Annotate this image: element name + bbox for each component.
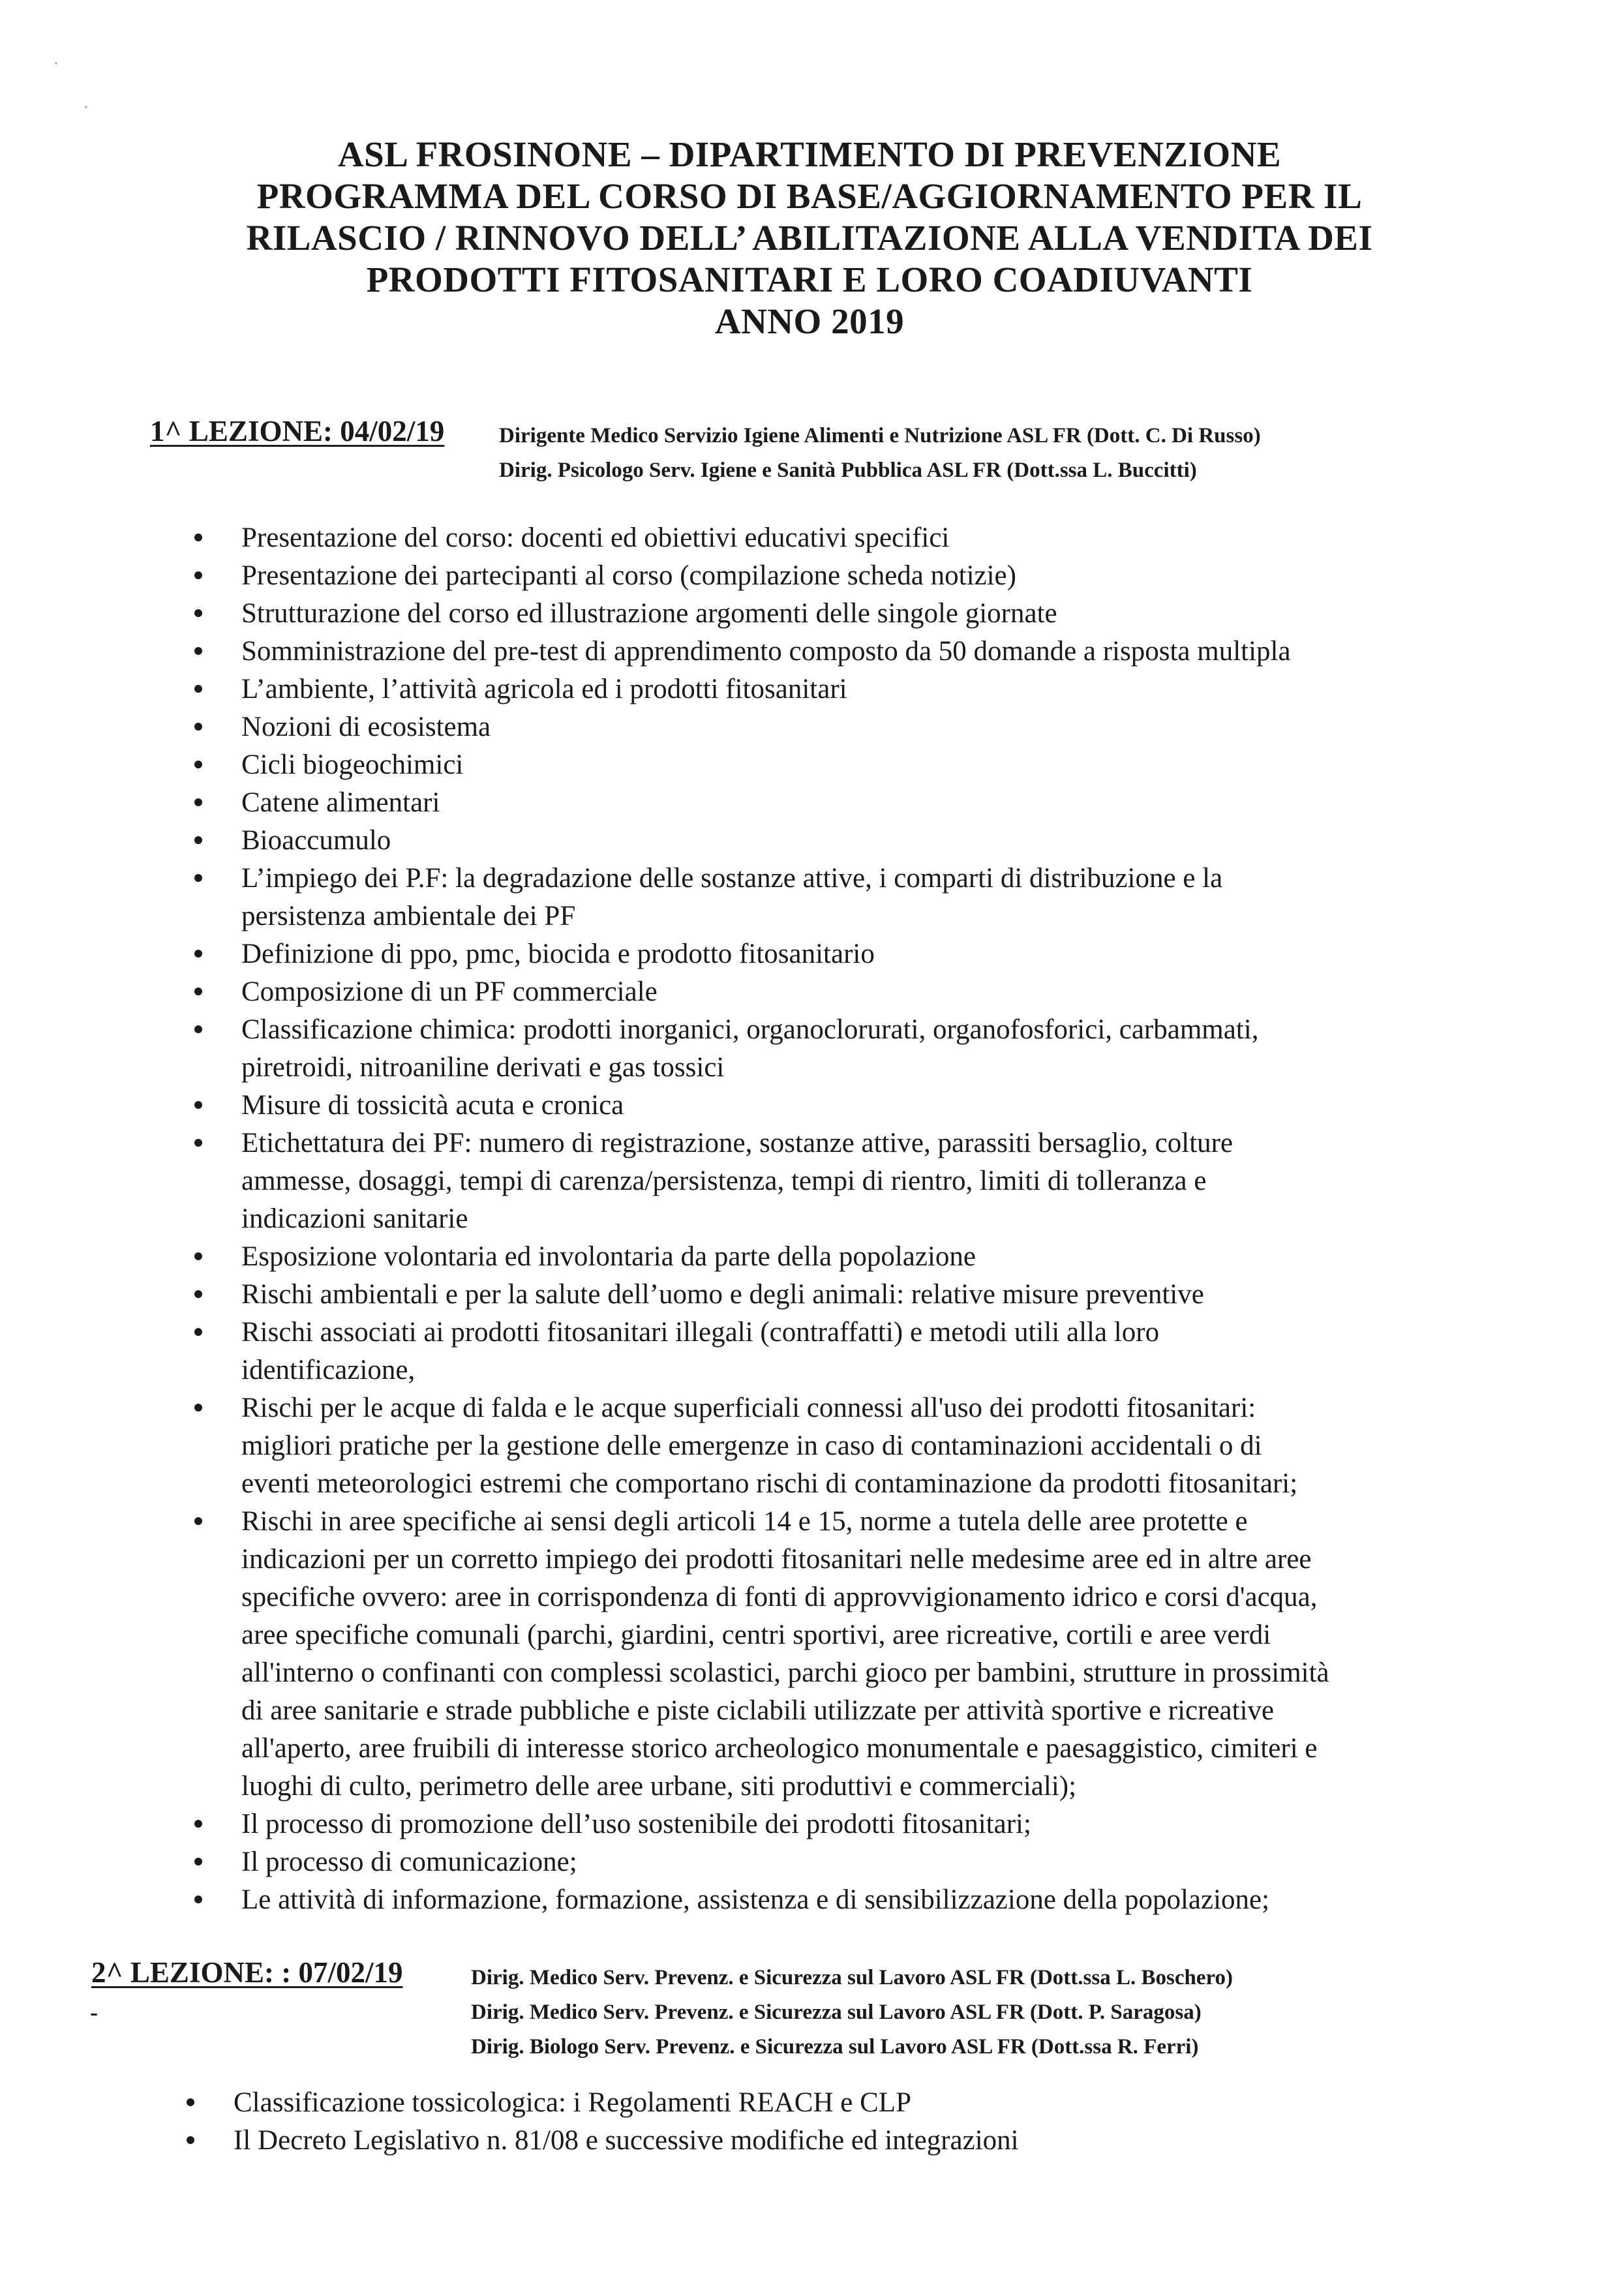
bullet-icon [194,1820,202,1828]
list-item: Rischi associati ai prodotti fitosanitari illegali (contraffatti) e metodi utili alla loro identificazione, [241,1314,1481,1389]
lesson-title: 2^ LEZIONE: : 07/02/19 [91,1956,403,1989]
list-item: Definizione di ppo, pmc, biocida e prodotto fitosanitario [241,935,1481,973]
bullet-icon [194,836,202,844]
list-item: Presentazione del corso: docenti ed obiettivi educativi specifici [241,519,1481,557]
bullet-icon [194,1101,202,1109]
bullet-icon [194,1517,202,1525]
list-item: L’ambiente, l’attività agricola ed i prodotti fitosanitari [241,671,1481,708]
bullet-icon [194,1858,202,1865]
bullet-icon [194,874,202,882]
teacher-line: Dirig. Medico Serv. Prevenz. e Sicurezza sul Lavoro ASL FR (Dott. P. Saragosa) [471,2001,1202,2024]
lesson-teachers [499,419,1261,488]
bullet-icon [194,723,202,731]
bullet-icon [194,1139,202,1147]
list-item: Strutturazione del corso ed illustrazione argomenti delle singole giornate [241,595,1481,633]
list-item: Esposizione volontaria ed involontaria da parte della popolazione [241,1238,1481,1276]
list-item: Bioaccumulo [241,822,1481,860]
list-item: Catene alimentari [241,784,1481,822]
teacher-line: Dirig. Psicologo Serv. Igiene e Sanità Pubblica ASL FR (Dott.ssa L. Buccitti) [499,459,1197,482]
bullet-icon [194,1896,202,1903]
list-item: Classificazione chimica: prodotti inorganici, organoclorurati, organofosforici, carbammati, piretroidi, nitroaniline derivati e gas tossici [241,1011,1481,1087]
header-line: ASL FROSINONE – DIPARTIMENTO DI PREVENZIONE [337,134,1282,174]
list-item: Nozioni di ecosistema [241,708,1481,746]
teacher-line: Dirigente Medico Servizio Igiene Alimenti e Nutrizione ASL FR (Dott. C. Di Russo) [499,424,1261,447]
header-line: PRODOTTI FITOSANITARI E LORO COADIUVANTI [366,260,1253,299]
bullet-icon [194,988,202,995]
list-item: Cicli biogeochimici [241,746,1481,784]
bullet-icon [194,1404,202,1412]
lesson-title: 1^ LEZIONE: 04/02/19 [150,415,445,447]
bullet-icon [194,761,202,768]
bullet-icon [194,1290,202,1298]
header-line: PROGRAMMA DEL CORSO DI BASE/AGGIORNAMENTO PER IL [256,176,1363,216]
bullet-icon [187,2136,194,2144]
bullet-icon [194,1252,202,1260]
header-line: ANNO 2019 [714,301,905,341]
list-item: Etichettatura dei PF: numero di registrazione, sostanze attive, parassiti bersaglio, colture ammesse, dosaggi, tempi di carenza/persistenza, tempi di rientro, limiti di tolleranza e indicazioni sanitarie [241,1125,1481,1238]
list-item: Rischi ambientali e per la salute dell’uomo e degli animali: relative misure preventive [241,1276,1481,1314]
bullet-icon [194,1025,202,1033]
bullet-icon [194,571,202,579]
list-item: L’impiego dei P.F: la degradazione delle sostanze attive, i comparti di distribuzione e la persistenza ambientale dei PF [241,860,1481,935]
list-item: Rischi per le acque di falda e le acque superficiali connessi all'uso dei prodotti fitosanitari: migliori pratiche per la gestione delle emergenze in caso di contaminazioni accidentali o di eventi meteorologici estremi che comportano rischi di contaminazione da prodotti fitosanitari; [241,1389,1481,1503]
topic-list [241,519,1481,1919]
bullet-icon [194,798,202,806]
teacher-line: Dirig. Biologo Serv. Prevenz. e Sicurezza sul Lavoro ASL FR (Dott.ssa R. Ferri) [471,2035,1199,2059]
list-item: Misure di tossicità acuta e cronica [241,1087,1481,1125]
bullet-icon [194,647,202,655]
bullet-icon [194,1328,202,1336]
list-item: Le attività di informazione, formazione, assistenza e di sensibilizzazione della popolazione; [241,1881,1481,1919]
lesson-teachers [471,1961,1233,2064]
bullet-icon [194,685,202,693]
list-item: Il processo di promozione dell’uso sostenibile dei prodotti fitosanitari; [241,1805,1481,1843]
scan-speck [55,62,57,65]
stray-dash: - [90,1999,98,2025]
bullet-icon [187,2098,194,2106]
list-item: Somministrazione del pre-test di apprendimento composto da 50 domande a risposta multipla [241,633,1481,671]
list-item: Rischi in aree specifiche ai sensi degli articoli 14 e 15, norme a tutela delle aree protette e indicazioni per un corretto impiego dei prodotti fitosanitari nelle medesime aree ed in altre aree specifiche ovvero: aree in corrispondenza di fonti di approvvigionamento idrico e corsi d'acqua, aree specifiche comunali (parchi, giardini, centri sportivi, aree ricreative, cortili e aree verdi all'interno o confinanti con complessi scolastici, parchi gioco per bambini, strutture in prossimità di aree sanitarie e strade pubbliche e piste ciclabili utilizzate per attività sportive e ricreative all'aperto, aree fruibili di interesse storico archeologico monumentale e paesaggistico, cimiteri e luoghi di culto, perimetro delle aree urbane, siti produttivi e commerciali); [241,1503,1481,1805]
header-line: RILASCIO / RINNOVO DELL’ ABILITAZIONE ALLA VENDITA DEI [246,218,1373,258]
bullet-icon [194,609,202,617]
list-item: Classificazione tossicologica: i Regolamenti REACH e CLP [234,2084,1473,2122]
list-item: Il Decreto Legislativo n. 81/08 e successive modifiche ed integrazioni [234,2122,1473,2160]
bullet-icon [194,534,202,541]
teacher-line: Dirig. Medico Serv. Prevenz. e Sicurezza sul Lavoro ASL FR (Dott.ssa L. Boschero) [471,1966,1233,1989]
list-item: Composizione di un PF commerciale [241,973,1481,1011]
list-item: Il processo di comunicazione; [241,1843,1481,1881]
list-item: Presentazione dei partecipanti al corso (compilazione scheda notizie) [241,557,1481,595]
bullet-icon [194,950,202,958]
topic-list [234,2084,1473,2160]
scan-speck [85,106,87,108]
document-header [0,134,1619,342]
